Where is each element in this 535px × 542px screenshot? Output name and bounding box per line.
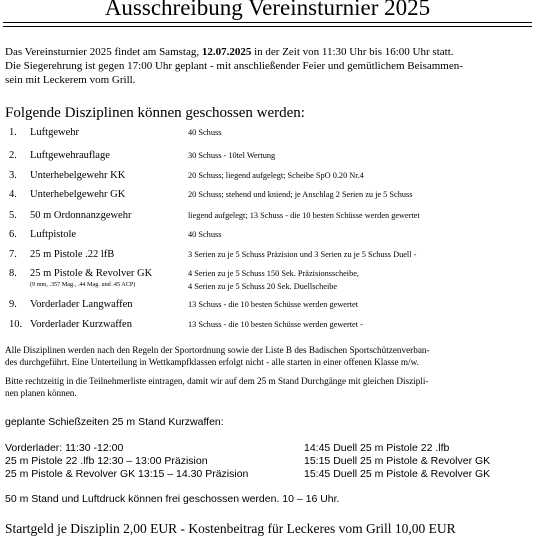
discipline-name	[30, 267, 180, 289]
schedule-right-item: 15:45 Duell 25 m Pistole & Revolver GK	[304, 468, 491, 480]
discipline-description-line-1: 4 Serien zu je 5 Schuss 150 Sek. Präzisionsscheibe,	[188, 269, 359, 278]
discipline-name: Vorderlader Kurzwaffen	[30, 319, 132, 330]
discipline-description: liegend aufgelegt; 13 Schuss - die 10 besten Schüsse werden gewertet	[188, 211, 420, 220]
schedule-left-item: 25 m Pistole & Revolver GK 13:15 – 14.30 Präzision	[5, 468, 249, 480]
discipline-name: Luftgewehrauflage	[30, 150, 110, 161]
rules-line-1: Alle Disziplinen werden nach den Regeln der Sportordnung sowie der Liste B des Badischen Sportschützenverban-	[5, 345, 430, 355]
schedule-right-item: 14:45 Duell 25 m Pistole 22 .lfb	[304, 442, 450, 454]
discipline-name: 25 m Pistole .22 lfB	[30, 249, 115, 260]
discipline-number: 7.	[9, 249, 17, 260]
discipline-name: Unterhebelgewehr GK	[30, 189, 126, 200]
discipline-name: 50 m Ordonnanzgewehr	[30, 210, 132, 221]
discipline-description: 3 Serien zu je 5 Schuss Präzision und 3 Serien zu je 5 Schuss Duell -	[188, 250, 417, 259]
discipline-description: 20 Schuss; stehend und kniend; je Anschlag 2 Serien zu je 5 Schuss	[188, 190, 413, 199]
discipline-number: 3.	[9, 170, 17, 181]
discipline-description: 40 Schuss	[188, 230, 222, 239]
discipline-description: 30 Schuss - 10tel Wertung	[188, 151, 276, 160]
intro-after-date: in der Zeit von 11:30 Uhr bis 16:00 Uhr statt.	[251, 46, 454, 58]
discipline-calibers: (9 mm, .357 Mag., .44 Mag. und .45 ACP)	[30, 281, 136, 288]
discipline-description: 13 Schuss - die 10 besten Schüsse werden gewertet -	[188, 320, 363, 329]
discipline-number: 9.	[9, 299, 17, 310]
disciplines-heading: Folgende Disziplinen können geschossen werden:	[5, 105, 305, 121]
free-shooting-note: 50 m Stand und Luftdruck können frei geschossen werden. 10 – 16 Uhr.	[5, 493, 340, 505]
schedule-left-item: 25 m Pistole 22 .lfb 12:30 – 13:00 Präzision	[5, 455, 208, 467]
discipline-name: Luftgewehr	[30, 127, 79, 138]
discipline-number: 2.	[9, 150, 17, 161]
discipline-name-text: 25 m Pistole & Revolver GK	[30, 268, 153, 279]
fee-line: Startgeld je Disziplin 2,00 EUR - Kostenbeitrag für Leckeres vom Grill 10,00 EUR	[5, 521, 456, 536]
discipline-name: Luftpistole	[30, 229, 77, 240]
page-title: Ausschreibung Vereinsturnier 2025	[104, 0, 431, 20]
schedule-left-item: Vorderlader: 11:30 -12:00	[5, 442, 124, 454]
intro-line-2: Die Siegerehrung ist gegen 17:00 Uhr geplant - mit anschließender Feier und gemütlichem Beisammen-	[5, 60, 463, 72]
rules-line-2: des durchgeführt. Eine Unterteilung in Wettkampfklassen erfolgt nicht - alle starten in einer offenen Klasse m/w.	[5, 357, 419, 367]
title-rule-top	[3, 22, 532, 23]
intro-date: 12.07.2025	[201, 46, 252, 58]
discipline-number: 1.	[9, 127, 17, 138]
schedule-heading: geplante Schießzeiten 25 m Stand Kurzwaffen:	[5, 416, 224, 428]
discipline-description: 40 Schuss	[188, 128, 222, 137]
schedule-right-item: 15:15 Duell 25 m Pistole & Revolver GK	[304, 455, 491, 467]
discipline-description: 13 Schuss - die 10 besten Schüsse werden gewertet	[188, 300, 359, 309]
rules-paragraph	[5, 344, 530, 368]
discipline-description-line-2: 4 Serien zu je 5 Schuss 20 Sek. Duellscheibe	[188, 282, 338, 291]
discipline-number: 5.	[9, 210, 17, 221]
discipline-name: Unterhebelgewehr KK	[30, 170, 126, 181]
discipline-number: 4.	[9, 189, 17, 200]
discipline-number: 6.	[9, 229, 17, 240]
registration-paragraph	[5, 375, 530, 399]
registration-line-2: nen planen können.	[5, 388, 77, 398]
discipline-name: Vorderlader Langwaffen	[30, 299, 133, 310]
discipline-number: 10.	[9, 319, 23, 330]
title-rule-bottom	[3, 26, 532, 27]
intro-line-3: sein mit Leckerem vom Grill.	[5, 74, 136, 86]
intro-paragraph	[5, 45, 530, 87]
discipline-number: 8.	[9, 268, 17, 279]
intro-before-date: Das Vereinsturnier 2025 findet am Samstag,	[5, 46, 202, 58]
discipline-description: 20 Schuss; liegend aufgelegt; Scheibe SpO 0.20 Nr.4	[188, 171, 364, 180]
discipline-description	[188, 267, 533, 293]
registration-line-1: Bitte rechtzeitig in die Teilnehmerliste eintragen, damit wir auf dem 25 m Stand Durchgänge mit gleichen Diszipli-	[5, 376, 429, 386]
